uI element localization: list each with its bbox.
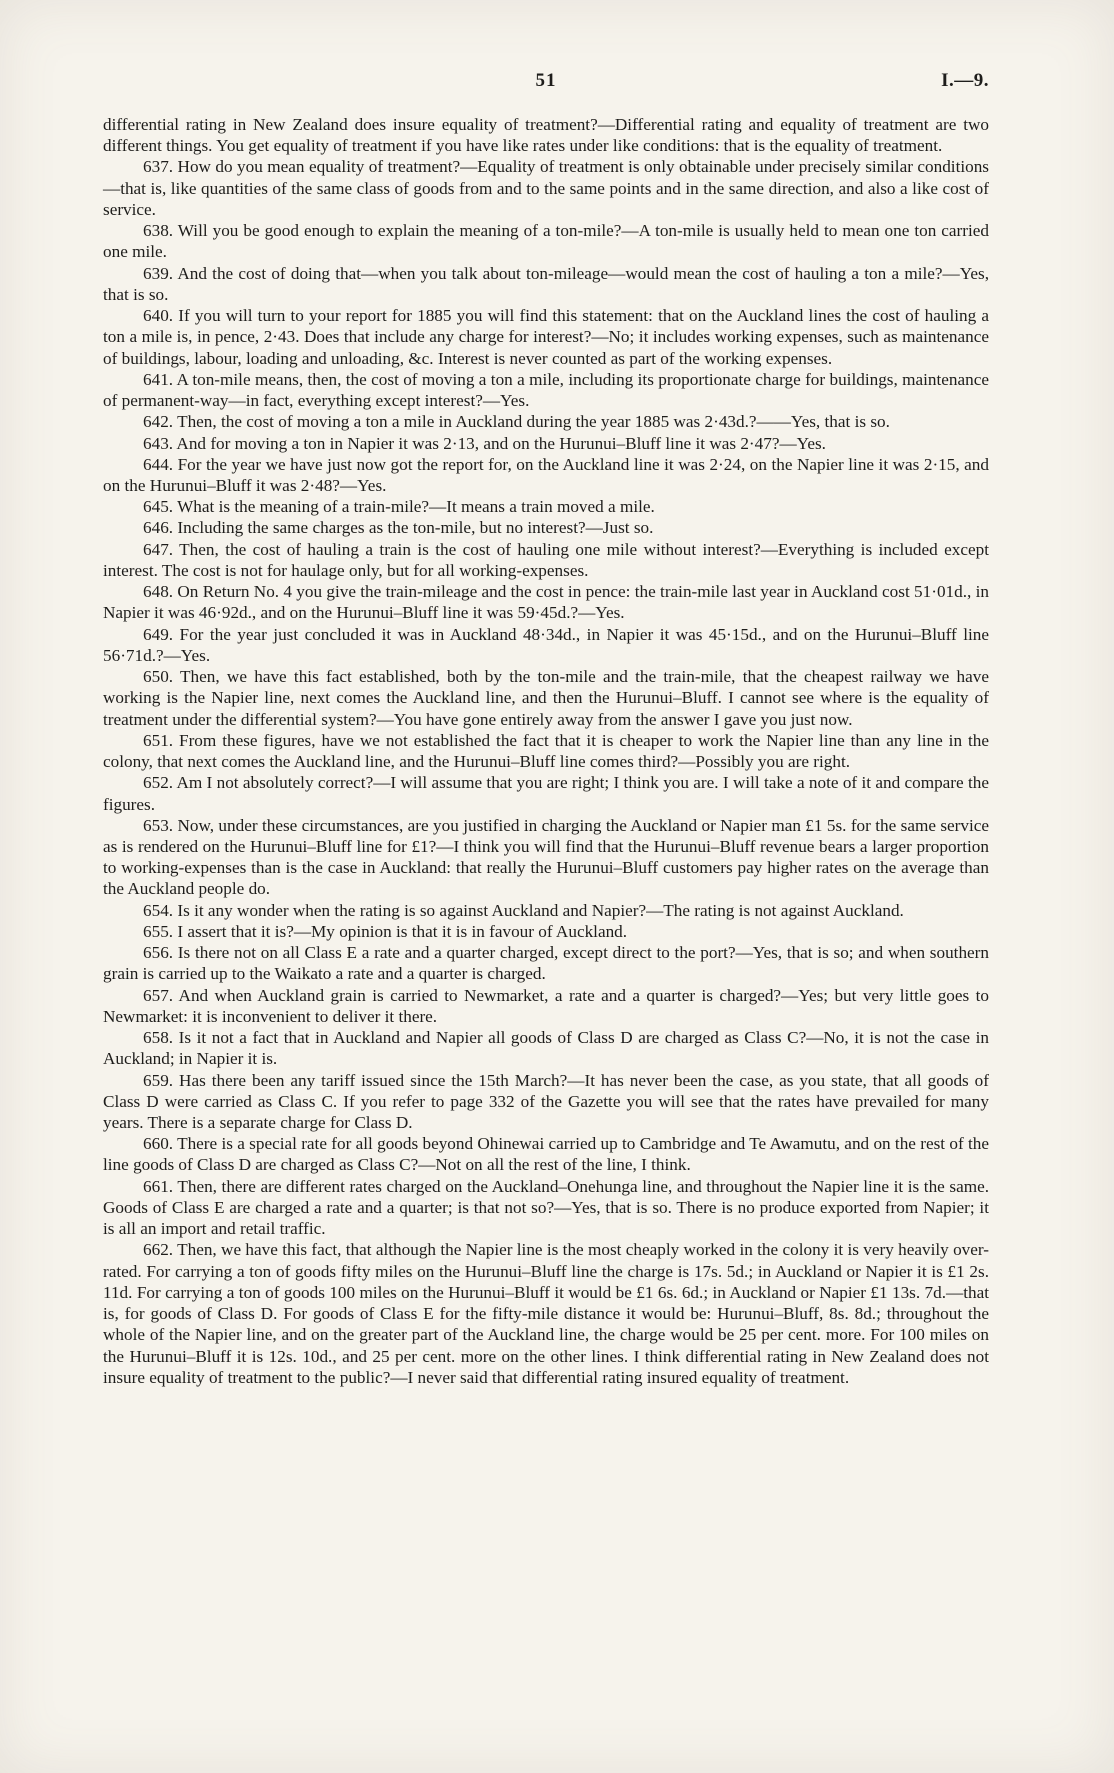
paragraph: 649. For the year just concluded it was in Auckland 48·34d., in Napier it was 45·15d., and on the Hurunui–Bluff line 56·71d.?—Yes.	[103, 624, 989, 665]
paragraph: 637. How do you mean equality of treatment?—Equality of treatment is only obtainable under precisely similar conditions—that is, like quantities of the same class of goods from and to the same points and in the same direction, and also a like cost of service.	[103, 157, 989, 219]
paragraph: 646. Including the same charges as the ton-mile, but no interest?—Just so.	[143, 518, 654, 538]
paragraph: 639. And the cost of doing that—when you talk about ton-mileage—would mean the cost of hauling a ton a mile?—Yes, that is so.	[103, 263, 989, 304]
paragraph: 655. I assert that it is?—My opinion is that it is in favour of Auckland.	[143, 921, 628, 941]
paragraph: 638. Will you be good enough to explain the meaning of a ton-mile?—A ton-mile is usually held to mean one ton carried one mile.	[103, 221, 989, 262]
paragraph: 647. Then, the cost of hauling a train is the cost of hauling one mile without interest?—Everything is included except interest. The cost is not for haulage only, but for all working-expenses.	[103, 539, 989, 580]
paragraph: 652. Am I not absolutely correct?—I will assume that you are right; I think you are. I will take a note of it and compare the figures.	[103, 773, 989, 814]
paragraph: 643. And for moving a ton in Napier it was 2·13, and on the Hurunui–Bluff line it was 2·47?—Yes.	[143, 433, 826, 453]
paragraph: 656. Is there not on all Class E a rate and a quarter charged, except direct to the port?—Yes, that is so; and when southern grain is carried up to the Waikato a rate and a quarter is charged.	[103, 943, 989, 984]
paragraph: 651. From these figures, have we not established the fact that it is cheaper to work the Napier line than any line in the colony, that next comes the Auckland line, and the Hurunui–Bluff line comes third?—Possibly you are right.	[103, 730, 989, 772]
paragraph: 641. A ton-mile means, then, the cost of moving a ton a mile, including its proportionate charge for buildings, maintenance of permanent-way—in fact, everything except interest?—Yes.	[103, 369, 989, 411]
paper-reference: I.—9.	[941, 70, 989, 91]
paragraph: 650. Then, we have this fact established, both by the ton-mile and the train-mile, that the cheapest railway we have working is the Napier line, next comes the Auckland line, and then the Hurunui–Bluff. I cannot see where is the equality of treatment under the differential system?—You have gone entirely away from the answer I gave you just now.	[103, 667, 989, 729]
paragraph: 661. Then, there are different rates charged on the Auckland–Onehunga line, and throughout the Napier line it is the same. Goods of Class E are charged a rate and a quarter; is that not so?—Yes, that is so. There is no produce exported from Napier; it is all an import and retail traffic.	[103, 1176, 989, 1239]
paragraph: 657. And when Auckland grain is carried to Newmarket, a rate and a quarter is charged?—Yes; but very little goes to Newmarket: it is inconvenient to deliver it there.	[103, 985, 989, 1026]
paragraph: differential rating in New Zealand does insure equality of treatment?—Differential rating and equality of treatment are two different things. You get equality of treatment if you have like rates under like conditions: that is the equality of treatment.	[103, 115, 989, 156]
paragraph: 644. For the year we have just now got the report for, on the Auckland line it was 2·24, on the Napier line it was 2·15, and on the Hurunui–Bluff it was 2·48?—Yes.	[103, 454, 989, 495]
paragraph: 648. On Return No. 4 you give the train-mileage and the cost in pence: the train-mile last year in Auckland cost 51·01d., in Napier it was 46·92d., and on the Hurunui–Bluff line it was 59·45d.?—Yes.	[103, 582, 989, 623]
page-number: 51	[535, 70, 557, 91]
paragraph: 645. What is the meaning of a train-mile?—It means a train moved a mile.	[143, 497, 655, 517]
document-body	[103, 114, 989, 1388]
paragraph: 659. Has there been any tariff issued since the 15th March?—It has never been the case, as you state, that all goods of Class D were carried as Class C. If you refer to page 332 of the Gazette you will see that the rates have prevailed for many years. There is a separate charge for Class D.	[103, 1070, 989, 1133]
page-header	[103, 70, 989, 96]
paragraph: 640. If you will turn to your report for 1885 you will find this statement: that on the Auckland lines the cost of hauling a ton a mile is, in pence, 2·43. Does that include any charge for interest?—No; it includes working expenses, such as maintenance of buildings, labour, loading and unloading, &c. Interest is never counted as part of the working expenses.	[103, 306, 989, 368]
paragraph: 654. Is it any wonder when the rating is so against Auckland and Napier?—The rating is not against Auckland.	[143, 900, 904, 920]
paragraph: 662. Then, we have this fact, that although the Napier line is the most cheaply worked in the colony it is very heavily over-rated. For carrying a ton of goods fifty miles on the Hurunui–Bluff line the charge is 17s. 5d.; in Auckland or Napier it is £1 2s. 11d. For carrying a ton of goods 100 miles on the Hurunui–Bluff it would be £1 6s. 6d.; in Auckland or Napier £1 13s. 7d.—that is, for goods of Class D. For goods of Class E for the fifty-mile distance it would be: Hurunui–Bluff, 8s. 8d.; throughout the whole of the Napier line, and on the greater part of the Auckland line, the charge would be 25 per cent. more. For 100 miles on the Hurunui–Bluff it is 12s. 10d., and 25 per cent. more on the other lines. I think differential rating in New Zealand does not insure equality of treatment to the public?—I never said that differential rating insured equality of treatment.	[103, 1240, 989, 1387]
paragraph: 653. Now, under these circumstances, are you justified in charging the Auckland or Napier man £1 5s. for the same service as is rendered on the Hurunui–Bluff line for £1?—I think you will find that the Hurunui–Bluff revenue bears a larger proportion to working-expenses than is the case in Auckland: that really the Hurunui–Bluff customers pay higher rates on the average than the Auckland people do.	[103, 815, 989, 899]
paragraph: 642. Then, the cost of moving a ton a mile in Auckland during the year 1885 was 2·43d.?——Yes, that is so.	[143, 412, 890, 432]
paragraph: 660. There is a special rate for all goods beyond Ohinewai carried up to Cambridge and Te Awamutu, and on the rest of the line goods of Class D are charged as Class C?—Not on all the rest of the line, I think.	[103, 1134, 989, 1175]
paragraph: 658. Is it not a fact that in Auckland and Napier all goods of Class D are charged as Class C?—No, it is not the case in Auckland; in Napier it is.	[103, 1028, 989, 1069]
